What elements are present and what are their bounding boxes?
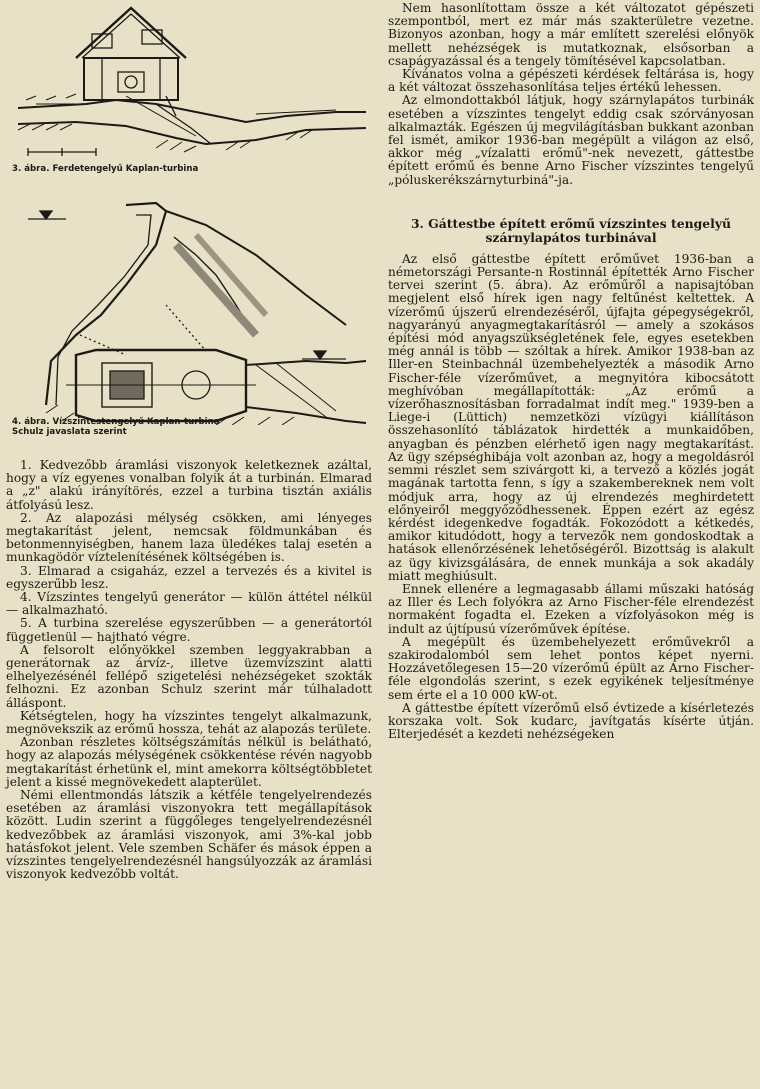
right-column	[388, 0, 754, 741]
left-paragraph: 1. Kedvezőbb áramlási viszonyok keletkeznek azáltal, hogy a víz egyenes vonalban folyik át a turbinán. Elmarad a „z" alakú irányítörés, ezzel a turbina tisztán axiális átfolyású lesz.	[6, 458, 372, 512]
right-paragraph: Az első gáttestbe épített erőművet 1936-ban a németországi Persante-n Rostinnál építették Arno Fischer tervei szerint (5. ábra). Az erőműről a napisajtóban megjelent első hírek igen nagy feltűnést keltettek. A vízerőmű újszerű elrendezéséről, újfajta gépegységekről, nagyarányú anyagmegtakarításról — amely a szokásos építési mód anyagszükségletének fele, egyes esetekben még annál is több — szóltak a hírek. Amikor 1938-ban az Iller-en Steinbachnál üzembehelyezték a második Arno Fischer-féle vízerőművet, a megnyitóra kibocsátott meghívóban megállapították: „Az erőmű a vízerőhasznosításban forradalmat indít meg." 1939-ben a Liege-i (Lüttich) nemzetközi vízügyi kiállításon összehasonlító táblázatok hirdették a munkaidőben, anyagban és pénzben elérhető igen nagy megtakarítást. Az ügy szépséghibája volt azonban az, hogy a megoldásról semmi részlet sem szivárgott ki, a tervező a közlés jogát magának tartotta fenn, s így a szakembereknek nem volt módjuk arra, hogy az új elrendezés meghirdetett előnyeiről meggyőződhessenek. Éppen ezért az egész kérdést idegenkedve fogadták. Fokozódott a kétkedés, amikor kitudódott, hogy a tervezők nem gondoskodtak a hatások ellenőrzésének lehetőségéről. Bizottság is alakult az ügy kivizsgálására, de ennek munkája a sok akadály miatt meghiúsult.	[388, 251, 754, 583]
left-paragraph: Azonban részletes költségszámítás nélkül is belátható, hogy az alapozás mélységének csökkentése révén nagyobb megtakarítást érhetünk el, mint amekorra költségtöbbletet jelent a kissé megnövekedett alapterület.	[6, 735, 372, 789]
figure-3	[6, 0, 372, 174]
left-paragraph: 5. A turbina szerelése egyszerűbben — a generátortól függetlenül — hajtható végre.	[6, 616, 372, 644]
left-paragraph: A felsorolt előnyökkel szemben leggyakrabban a generátornak az árvíz-, illetve üzemvízszint alatti elhelyezésénél fellépő szigetelési nehézségeket szokták felhozni. Ez azonban Schulz szerint már túlhaladott álláspont.	[6, 642, 372, 710]
right-paragraph: Az elmondottakból látjuk, hogy szárnylapátos turbinák esetében a vízszintes tengelyt eddig csak szórványosan alkalmazták. Egészen új megvilágításban bukkant azonban fel ismét, amikor 1936-ban megépült a világon az első, akkor még „vízalatti erőmű"-nek nevezett, gáttestbe épített erőmű és benne Arno Fischer vízszintes tengelyű „póluskerékszárnyturbiná"-ja.	[388, 93, 754, 187]
left-paragraph: 4. Vízszintes tengelyű generátor — külön áttétel nélkül — alkalmazható.	[6, 590, 372, 618]
right-paragraph: Nem hasonlítottam össze a két változatot gépészeti szempontból, mert ez már más szakterületre vezetne. Bizonyos azonban, hogy a már említett szerelési előnyök mellett nehézségek is mutatkoznak, elsősorban a csapágyazással és a tengely tömítésével kapcsolatban.	[388, 1, 754, 68]
left-column	[6, 0, 372, 882]
figure-4-caption-line-2: Schulz javaslata szerint	[12, 427, 127, 437]
figure-4-drawing	[6, 185, 372, 425]
left-paragraph: Némi ellentmondás látszik a kétféle tengelyelrendezés esetében az áramlási viszonyokra tett megállapítások között. Ludin szerint a függőleges tengelyelrendezésnél kedvezőbbek az áramlási viszonyok, ami 3%-kal jobb hatásfokot jelent. Vele szemben Schäfer és mások éppen a vízszintes tengelyelrendezésnél hangsúlyozzák az áramlási viszonyok kedvezőbb voltát.	[6, 788, 372, 882]
right-paragraph: A megépült és üzembehelyezett erőművekről a szakirodalomból sem lehet pontos képet nyerni. Hozzávetőlegesen 15—20 vízerőmű épült az Arno Fischer-féle elgondolás szerint, s ezek egyikének teljesítménye sem érte el a 10 000 kW-ot.	[388, 634, 754, 702]
right-paragraph: Kívánatos volna a gépészeti kérdések feltárása is, hogy a két változat összehasonlítása teljes értékű lehessen.	[388, 67, 754, 95]
right-paragraph: A gáttestbe épített vízerőmű első évtizede a kísérletezés korszaka volt. Sok kudarc, javítgatás kísérte útján. Elterjedését a kezdeti nehézségeken	[388, 700, 754, 742]
section-heading: 3. Gáttestbe épített erőmű vízszintes tengelyű szárnylapátos turbinával	[410, 215, 732, 245]
left-paragraph: 3. Elmarad a csigaház, ezzel a tervezés és a kivitel is egyszerűbb lesz.	[6, 563, 372, 591]
right-paragraph: Ennek ellenére a legmagasabb állami műszaki hatóság az Iller és Lech folyókra az Arno Fischer-féle elrendezést normaként fogadta el. Ezeken a vízfolyásokon még is indult az újtípusú vízerőművek építése.	[388, 581, 754, 636]
figure-3-caption: 3. ábra. Ferdetengelyű Kaplan-turbina	[12, 164, 199, 174]
left-paragraph: 2. Az alapozási mélység csökken, ami lényeges megtakarítást jelent, nemcsak földmunkában és betonmennyiségben, hanem laza üledékes talaj esetén a munkagödör víztelenítésének költségében is.	[6, 510, 372, 565]
right-text-top	[388, 2, 754, 187]
figure-4	[6, 185, 372, 437]
figure-4-caption-line-1: 4. ábra. Vízszintestengelyű Kaplan-turbina	[12, 417, 220, 427]
right-text-bottom	[388, 253, 754, 742]
left-paragraph: Kétségtelen, hogy ha vízszintes tengelyt alkalmazunk, megnövekszik az erőmű hossza, tehát az alapozás területe.	[6, 708, 372, 737]
left-text	[6, 459, 372, 882]
figure-3-drawing	[6, 0, 372, 165]
